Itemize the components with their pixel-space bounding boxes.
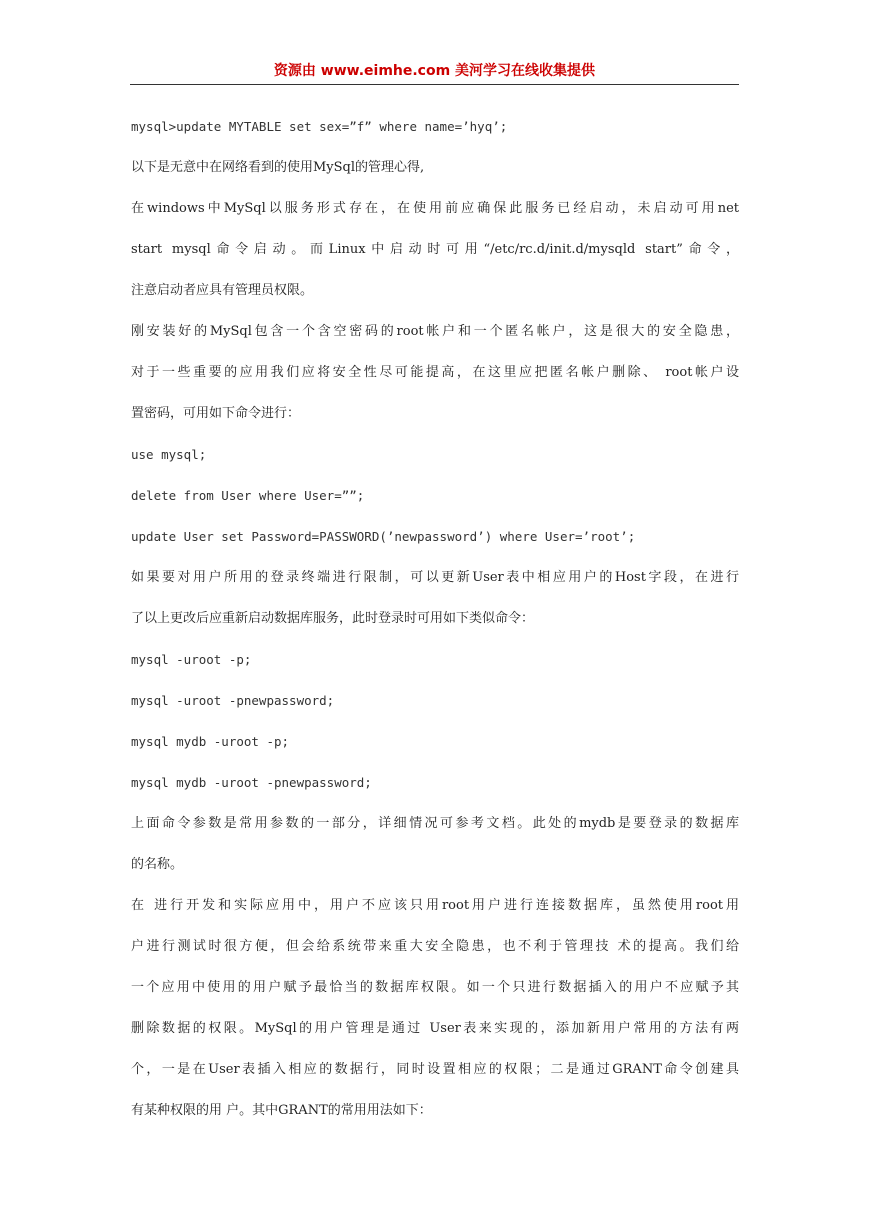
paragraph-line: 对于一些重要的应用我们应将安全性尽可能提高，在这里应把匿名帐户删除、 root帐户设 [131,365,739,380]
code-line: mysql>update MYTABLE set sex=”f” where name=’hyq’; [131,119,508,134]
paragraph-line: 有某种权限的用 户。其中GRANT的常用用法如下： [131,1103,432,1118]
paragraph-line: 以下是无意中在网络看到的使用MySql的管理心得, [131,160,425,175]
paragraph-line: 个，一是在User表插入相应的数据行，同时设置相应的权限；二是通过GRANT命令创建具 [131,1062,739,1077]
code-line: update User set Password=PASSWORD(’newpassword’) where User=’root’; [131,529,636,544]
paragraph-line: 在windows中MySql以服务形式存在，在使用前应确保此服务已经启动，未启动可用net [131,201,739,216]
paragraph-line: 一个应用中使用的用户赋予最恰当的数据库权限。如一个只进行数据插入的用户不应赋予其 [131,980,739,995]
code-line: mysql mydb -uroot -pnewpassword; [131,775,372,790]
paragraph-line: 置密码，可用如下命令进行： [131,406,301,421]
paragraph-line: 注意启动者应具有管理员权限。 [131,283,314,298]
paragraph-line: 删除数据的权限。MySql的用户管理是通过 User表来实现的，添加新用户常用的方法有两 [131,1021,739,1036]
paragraph-line: 的名称。 [131,857,184,872]
code-line: mysql mydb -uroot -p; [131,734,290,749]
code-line: mysql -uroot -pnewpassword; [131,693,335,708]
code-line: delete from User where User=””; [131,488,365,503]
paragraph-line: 上面命令参数是常用参数的一部分，详细情况可参考文档。此处的mydb是要登录的数据库 [131,816,739,831]
header-source-text: 资源由 www.eimhe.com 美河学习在线收集提供 [273,63,596,79]
paragraph-line: start mysql命令启动。而Linux中启动时可用“/etc/rc.d/init.d/mysqld start”命令， [131,242,739,257]
code-line: use mysql; [131,447,207,462]
paragraph-line: 如果要对用户所用的登录终端进行限制，可以更新User表中相应用户的Host字段，在进行 [131,570,739,585]
page-header [130,60,739,85]
paragraph-line: 刚安装好的MySql包含一个含空密码的root帐户和一个匿名帐户，这是很大的安全隐患， [131,324,739,339]
paragraph-line: 户进行测试时很方便，但会给系统带来重大安全隐患，也不利于管理技 术的提高。我们给 [131,939,739,954]
paragraph-line: 在 进行开发和实际应用中，用户不应该只用root用户进行连接数据库，虽然使用root用 [131,898,739,913]
paragraph-line: 了以上更改后应重新启动数据库服务，此时登录时可用如下类似命令： [131,611,535,626]
document-body [131,106,739,1131]
code-line: mysql -uroot -p; [131,652,252,667]
